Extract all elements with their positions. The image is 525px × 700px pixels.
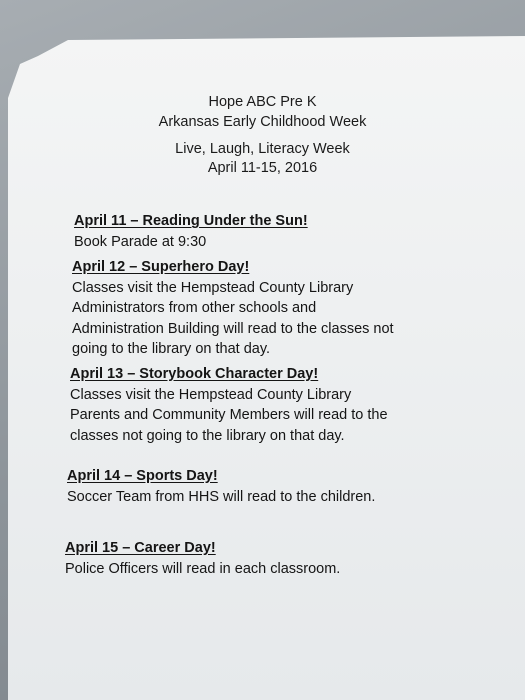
day-section-april-11 xyxy=(74,211,308,252)
day-description-line: Parents and Community Members will read to the xyxy=(70,407,388,423)
day-section-april-12 xyxy=(72,257,394,360)
day-title: April 12 – Superhero Day! xyxy=(72,259,250,275)
day-section-april-15 xyxy=(65,538,340,579)
day-section-april-13 xyxy=(70,364,388,446)
day-description-line: Classes visit the Hempstead County Library xyxy=(72,279,354,296)
day-title: April 14 – Sports Day! xyxy=(67,468,218,484)
day-description-line: Soccer Team from HHS will read to the children. xyxy=(67,488,376,505)
day-description-line: going to the library on that day. xyxy=(72,341,271,357)
school-name: Hope ABC Pre K xyxy=(208,94,317,110)
day-description-line: Classes visit the Hempstead County Library xyxy=(70,386,352,403)
week-theme: Live, Laugh, Literacy Week xyxy=(175,141,350,157)
day-title: April 13 – Storybook Character Day! xyxy=(70,366,319,382)
day-description-line: classes not going to the library on that day. xyxy=(70,427,345,444)
day-description-line: Police Officers will read in each classroom. xyxy=(65,560,341,577)
day-description-line: Administrators from other schools and xyxy=(72,300,317,316)
event-dates: April 11-15, 2016 xyxy=(207,160,318,176)
day-description-line: Book Parade at 9:30 xyxy=(74,233,207,250)
day-description-line: Administration Building will read to the classes not xyxy=(72,320,394,337)
day-title: April 15 – Career Day! xyxy=(65,540,216,556)
day-title: April 11 – Reading Under the Sun! xyxy=(74,213,308,229)
day-section-april-14 xyxy=(67,466,375,507)
event-name: Arkansas Early Childhood Week xyxy=(158,114,367,130)
